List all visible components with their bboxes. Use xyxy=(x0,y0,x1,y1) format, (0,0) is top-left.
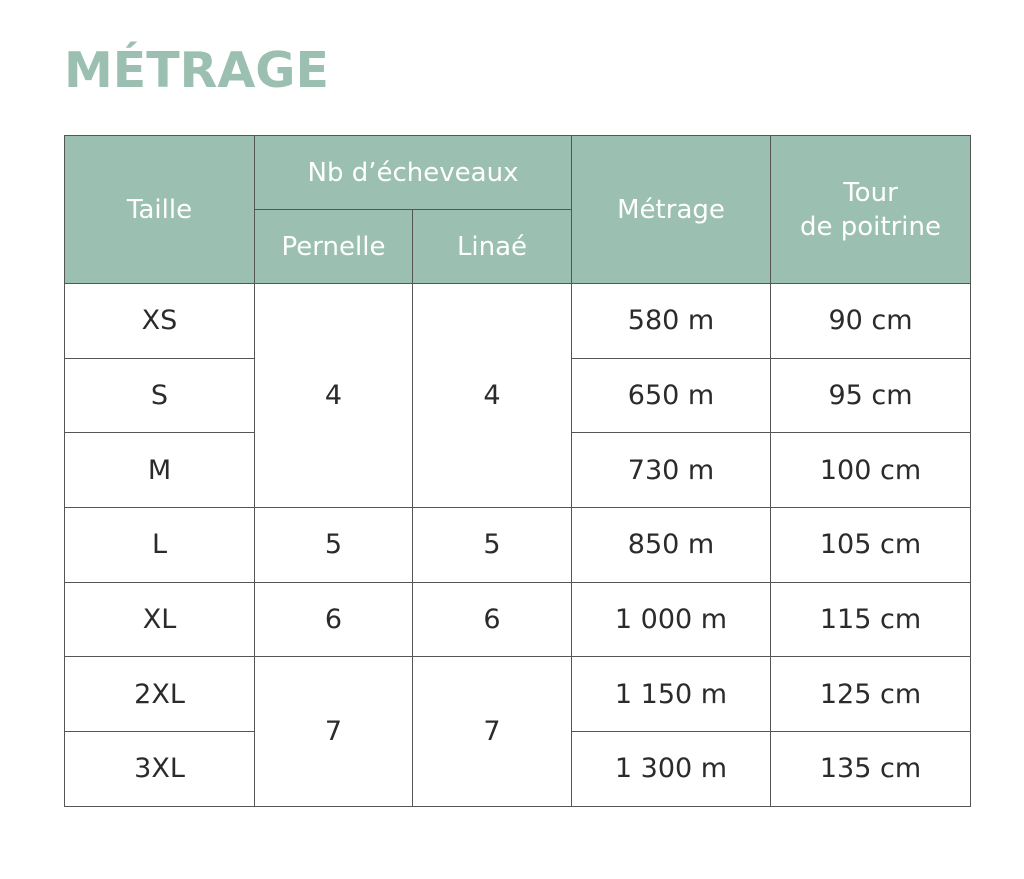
table-row xyxy=(65,582,971,657)
header-chest-line1: Tour xyxy=(843,177,898,208)
cell-metrage: 1 150 m xyxy=(572,657,771,732)
cell-pernelle: 5 xyxy=(255,508,413,583)
cell-size: L xyxy=(65,508,255,583)
cell-linae: 6 xyxy=(413,582,572,657)
cell-size: XL xyxy=(65,582,255,657)
cell-chest: 90 cm xyxy=(771,284,971,359)
cell-chest: 115 cm xyxy=(771,582,971,657)
page-title: MÉTRAGE xyxy=(64,42,330,99)
cell-metrage: 850 m xyxy=(572,508,771,583)
table-row xyxy=(65,508,971,583)
cell-size: S xyxy=(65,358,255,433)
cell-chest: 95 cm xyxy=(771,358,971,433)
cell-linae: 5 xyxy=(413,508,572,583)
cell-pernelle: 4 xyxy=(255,284,413,508)
cell-metrage: 650 m xyxy=(572,358,771,433)
cell-metrage: 1 300 m xyxy=(572,732,771,807)
header-linae: Linaé xyxy=(413,210,572,284)
header-skeins-group: Nb d’écheveaux xyxy=(255,136,572,210)
header-chest xyxy=(771,136,971,284)
cell-pernelle: 7 xyxy=(255,657,413,806)
header-size: Taille xyxy=(65,136,255,284)
cell-chest: 135 cm xyxy=(771,732,971,807)
cell-chest: 100 cm xyxy=(771,433,971,508)
cell-chest: 105 cm xyxy=(771,508,971,583)
cell-chest: 125 cm xyxy=(771,657,971,732)
cell-linae: 4 xyxy=(413,284,572,508)
yardage-table xyxy=(64,135,971,807)
header-pernelle: Pernelle xyxy=(255,210,413,284)
cell-size: 2XL xyxy=(65,657,255,732)
cell-metrage: 1 000 m xyxy=(572,582,771,657)
header-metrage: Métrage xyxy=(572,136,771,284)
cell-size: XS xyxy=(65,284,255,359)
cell-size: 3XL xyxy=(65,732,255,807)
cell-metrage: 580 m xyxy=(572,284,771,359)
cell-metrage: 730 m xyxy=(572,433,771,508)
cell-size: M xyxy=(65,433,255,508)
table-row xyxy=(65,657,971,732)
cell-pernelle: 6 xyxy=(255,582,413,657)
header-chest-line2: de poitrine xyxy=(800,211,941,242)
cell-linae: 7 xyxy=(413,657,572,806)
table-row xyxy=(65,284,971,359)
